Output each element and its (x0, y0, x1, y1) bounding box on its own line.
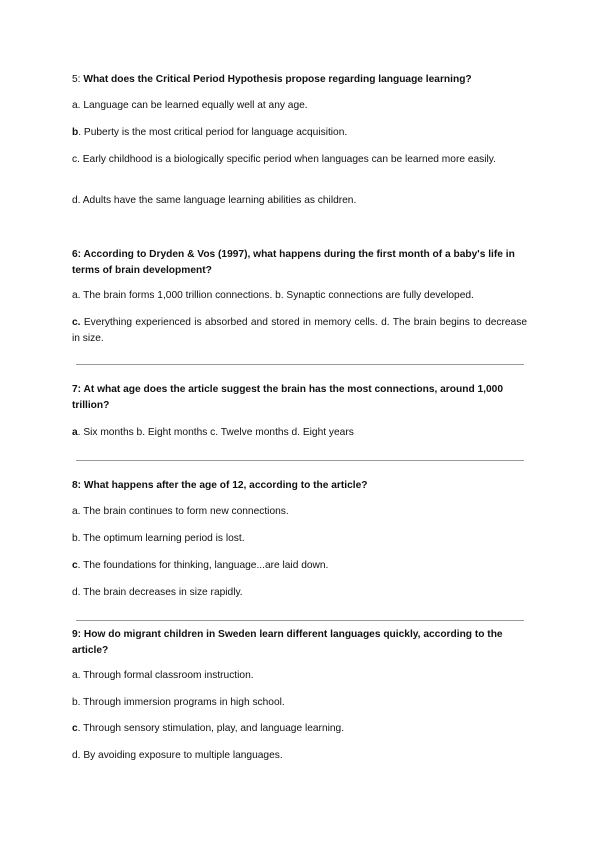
q5-option-c: c. Early childhood is a biologically specific period when languages can be learned more easily. (72, 154, 496, 165)
question-8 (72, 478, 527, 494)
q8-option-a: a. The brain continues to form new connections. (72, 506, 289, 517)
divider (76, 364, 524, 365)
q5-option-b (72, 125, 527, 141)
question-9-title: 9: How do migrant children in Sweden learn different languages quickly, according to the article? (72, 629, 503, 656)
q9-option-c-letter: c (72, 723, 78, 734)
q8-option-c (72, 558, 527, 574)
q6-options-ab: a. The brain forms 1,000 trillion connections. b. Synaptic connections are fully developed. (72, 290, 474, 301)
q5-option-d: d. Adults have the same language learning abilities as children. (72, 195, 357, 206)
q8-option-c-text: . The foundations for thinking, language...are laid down. (77, 560, 329, 571)
divider (76, 620, 524, 621)
question-9 (72, 627, 527, 659)
divider (76, 460, 524, 461)
question-5-text: What does the Critical Period Hypothesis propose regarding language learning? (83, 74, 472, 85)
q9-option-a: a. Through formal classroom instruction. (72, 670, 254, 681)
q5-option-b-text: . Puberty is the most critical period for language acquisition. (78, 127, 348, 138)
q7-options-text: . Six months b. Eight months c. Twelve months d. Eight years (77, 427, 354, 438)
question-5-title (72, 72, 527, 88)
q9-option-b: b. Through immersion programs in high school. (72, 697, 285, 708)
q5-option-a: a. Language can be learned equally well at any age. (72, 100, 308, 111)
question-6 (72, 247, 527, 279)
question-7 (72, 382, 527, 414)
q9-option-c (72, 721, 527, 737)
q6-option-c-letter: c. (72, 317, 81, 328)
q5-option-b-letter: b (72, 127, 79, 138)
q9-option-c-text: . Through sensory stimulation, play, and language learning. (77, 723, 345, 734)
question-5-number: 5: (72, 74, 84, 85)
question-8-title: 8: What happens after the age of 12, according to the article? (72, 480, 368, 491)
q7-option-a-letter: a (72, 427, 78, 438)
q6-options-cd-text: Everything experienced is absorbed and stored in memory cells. d. The brain begins to decrease in size. (72, 317, 527, 344)
q8-option-b: b. The optimum learning period is lost. (72, 533, 245, 544)
q6-options-cd (72, 315, 527, 347)
question-7-title: 7: At what age does the article suggest the brain has the most connections, around 1,000 trillion? (72, 384, 503, 411)
q8-option-d: d. The brain decreases in size rapidly. (72, 587, 243, 598)
question-5 (72, 72, 527, 88)
q9-option-d: d. By avoiding exposure to multiple languages. (72, 750, 283, 761)
question-6-title: 6: According to Dryden & Vos (1997), what happens during the first month of a baby's life in terms of brain development? (72, 249, 515, 276)
q8-option-c-letter: c (72, 560, 78, 571)
q7-options (72, 425, 527, 441)
